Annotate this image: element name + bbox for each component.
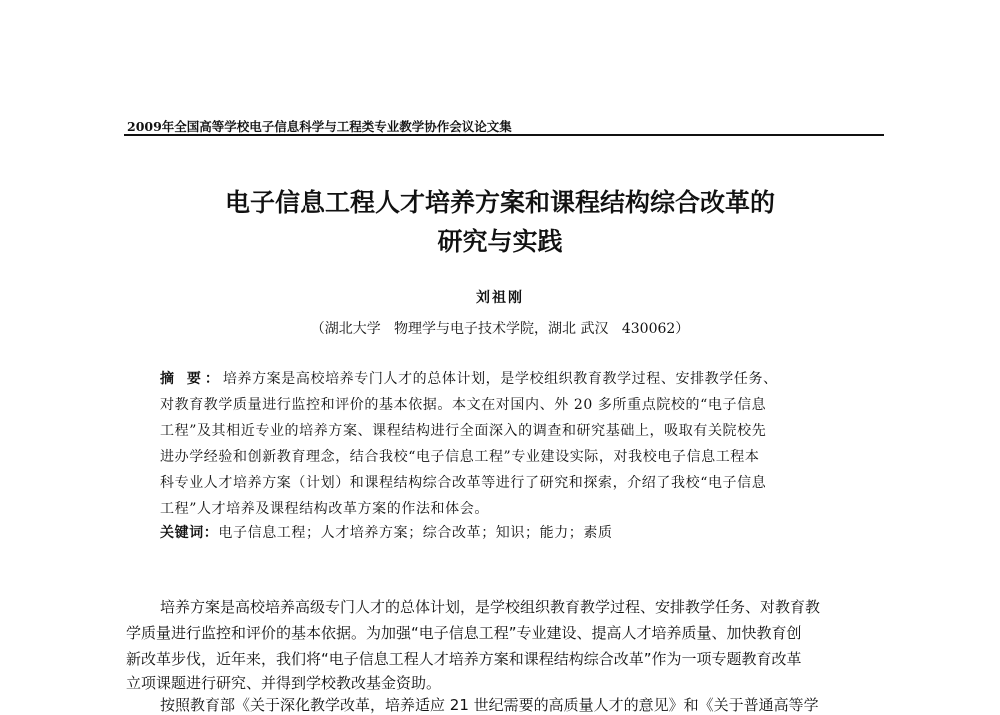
keywords-line (160, 522, 613, 542)
paper-title-line-1: 电子信息工程人才培养方案和课程结构综合改革的 (224, 188, 775, 217)
paper-title-line-2: 研究与实践 (437, 227, 563, 256)
body-paragraph-line: 学质量进行监控和评价的基本依据。为加强“电子信息工程”专业建设、提高人才培养质量、加快教育创 (126, 624, 802, 642)
body-paragraph-line: 培养方案是高校培养高级专门人才的总体计划，是学校组织教育教学过程、安排教学任务、对教育教 (160, 598, 821, 616)
abstract-line (160, 368, 778, 388)
abstract-line: 对教育教学质量进行监控和评价的基本依据。本文在对国内、外 20 多所重点院校的“电子信息 (160, 397, 767, 413)
abstract-text: 培养方案是高校培养专门人才的总体计划，是学校组织教育教学过程、安排教学任务、 (222, 371, 778, 387)
author-name: 刘祖刚 (476, 290, 524, 306)
abstract-line: 工程”及其相近专业的培养方案、课程结构进行全面深入的调查和研究基础上，吸取有关院校先 (160, 423, 767, 439)
body-paragraph-line: 按照教育部《关于深化教学改革，培养适应 21 世纪需要的高质量人才的意见》和《关于普通高等学 (160, 696, 819, 714)
header-rule (124, 134, 884, 136)
keywords-text: 电子信息工程；人才培养方案；综合改革；知识；能力；素质 (218, 525, 613, 541)
keywords-label: 关键词： (160, 525, 219, 541)
abstract-line: 工程”人才培养及课程结构改革方案的作法和体会。 (160, 501, 489, 517)
abstract-line: 科专业人才培养方案（计划）和课程结构综合改革等进行了研究和探索，介绍了我校“电子信息 (160, 475, 767, 491)
running-header: 2009年全国高等学校电子信息科学与工程类专业教学协作会议论文集 (127, 119, 512, 134)
body-paragraph-line: 立项课题进行研究、并得到学校教改基金资助。 (126, 674, 442, 692)
body-paragraph-line: 新改革步伐，近年来，我们将“电子信息工程人才培养方案和课程结构综合改革”作为一项专题教育改革 (126, 650, 802, 668)
abstract-line: 进办学经验和创新教育理念，结合我校“电子信息工程”专业建设实际，对我校电子信息工程本 (160, 449, 760, 465)
abstract-label: 摘 要： (160, 371, 223, 387)
author-affiliation: （湖北大学 物理学与电子技术学院，湖北 武汉 430062） (310, 321, 690, 337)
